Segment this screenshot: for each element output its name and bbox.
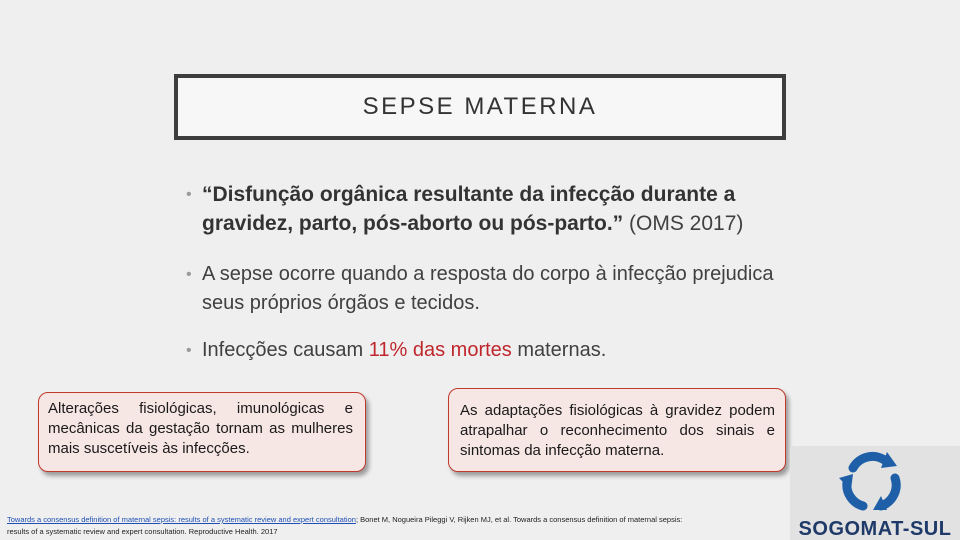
bullet-list xyxy=(186,180,796,365)
bullet-marker: • xyxy=(186,342,192,359)
reference-citation xyxy=(7,514,697,538)
definition-source: (OMS 2017) xyxy=(623,212,744,235)
logo-swirl-icon xyxy=(835,448,909,514)
bullet-sepsis-explanation xyxy=(186,260,796,318)
slide-title: SEPSE MATERNA xyxy=(362,93,598,120)
bullet-marker: • xyxy=(186,186,192,203)
sogomat-logo xyxy=(790,446,960,540)
callout-recognition xyxy=(448,388,786,472)
bullet-definition xyxy=(186,180,796,238)
mortality-text-before: Infecções causam xyxy=(202,339,369,361)
callout-susceptibility-text: Alterações fisiológicas, imunológicas e mecânicas da gestação tornam as mulheres mais suscetíveis às infecções. xyxy=(48,400,353,457)
logo-text: SOGOMAT-SUL xyxy=(798,518,952,540)
reference-link[interactable]: Towards a consensus definition of maternal sepsis: results of a systematic review and expert consultation xyxy=(7,515,356,524)
bullet-mortality xyxy=(186,336,796,365)
sepsis-explanation-text: A sepse ocorre quando a resposta do corpo à infecção prejudica seus próprios órgãos e tecidos. xyxy=(202,263,774,314)
definition-quote: “Disfunção orgânica resultante da infecção durante a gravidez, parto, pós-aborto ou pós-parto.” xyxy=(202,183,736,235)
slide-title-box xyxy=(174,74,786,140)
reference-text: ; Bonet M, Nogueira Pileggi V, Rijken MJ, et al. Towards a consensus definition of maternal sepsis: results of a systematic review and expert consultation. Reproductive Health. 2017 xyxy=(7,515,683,536)
callout-recognition-text: As adaptações fisiológicas à gravidez podem atrapalhar o reconhecimento dos sinais e sintomas da infecção materna. xyxy=(460,402,775,459)
mortality-text-after: maternas. xyxy=(511,339,607,361)
bullet-marker: • xyxy=(186,266,192,283)
mortality-highlight: 11% das mortes xyxy=(368,339,512,361)
callout-susceptibility xyxy=(38,392,366,472)
